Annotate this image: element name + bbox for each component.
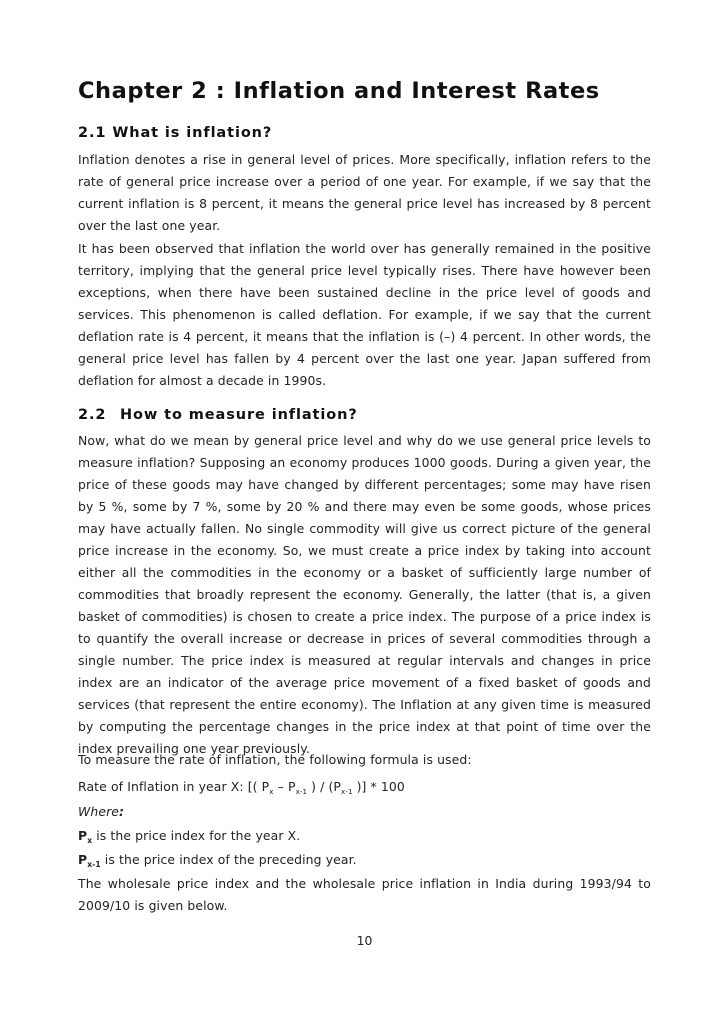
definition-px: [78, 825, 651, 852]
section-2-2-title: How to measure inflation?: [120, 407, 358, 423]
definition-px-1-text: is the price index of the preceding year.: [100, 852, 357, 867]
formula-divide: ) / (P: [307, 779, 342, 794]
paragraph-inflation-definition: Inflation denotes a rise in general level of prices. More specifically, inflation refers to the rate of general price increase over a period of one year. For example, if we say that the current inflation is 8 percent, it means the general price level has increased by 8 percent over the last one year.: [78, 152, 651, 233]
inflation-formula: [78, 776, 651, 803]
paragraph-deflation: It has been observed that inflation the world over has generally remained in the positive territory, implying that the general price level typically rises. There have however been exceptions, when there have been sustained decline in the price level of goods and services. This phenomenon is called deflation. For example, if we say that the current deflation rate is 4 percent, it means that the inflation is (–) 4 percent. In other words, the general price level has fallen by 4 percent over the last one year. Japan suffered from deflation for almost a decade in 1990s.: [78, 241, 651, 388]
definition-px-1: [78, 849, 651, 876]
symbol-sub-x-1: x-1: [87, 860, 101, 869]
formula-sub-x-1: x-1: [295, 788, 308, 796]
symbol-p: P: [78, 828, 88, 843]
where-text: Where: [78, 804, 120, 819]
formula-sub-x: x: [269, 788, 274, 796]
section-2-1-heading: 2.1 What is inflation?: [78, 125, 273, 141]
definition-px-text: is the price index for the year X.: [92, 828, 301, 843]
formula-intro: To measure the rate of inflation, the following formula is used:: [78, 752, 472, 767]
paragraph-wpi-intro: The wholesale price index and the wholesale price inflation in India during 1993/94 to 2009/10 is given below.: [78, 876, 651, 913]
formula-minus: – P: [273, 779, 296, 794]
where-colon: :: [119, 804, 125, 819]
symbol-sub-x: x: [87, 836, 93, 845]
formula-prefix: Rate of Inflation in year X: [( P: [78, 779, 270, 794]
formula-suffix: )] * 100: [352, 779, 405, 794]
section-2-2-heading: [78, 407, 358, 423]
page-number: 10: [356, 933, 373, 948]
chapter-title: Chapter 2 : Inflation and Interest Rates: [78, 78, 600, 104]
symbol-p-prev: P: [78, 852, 88, 867]
formula-sub-x-1-denominator: x-1: [341, 788, 353, 796]
section-2-2-number: 2.2: [78, 407, 107, 423]
paragraph-measure-inflation: Now, what do we mean by general price level and why do we use general price levels to measure inflation? Supposing an economy produces 1000 goods. During a given year, the price of these goods may have changed by different percentages; some may have risen by 5 %, some by 7 %, some by 20 % and there may even be some goods, whose prices may have actually fallen. No single commodity will give us correct picture of the general price increase in the economy. So, we must create a price index by taking into account either all the commodities in the economy or a basket of sufficiently large number of commodities that broadly represent the economy. Generally, the latter (that is, a given basket of commodities) is chosen to create a price index. The purpose of a price index is to quantify the overall increase or decrease in prices of several commodities through a single number. The price index is measured at regular intervals and changes in price index are an indicator of the average price movement of a fixed basket of goods and services (that represent the entire economy). The Inflation at any given time is measured by computing the percentage changes in the price index at that point of time over the index prevailing one year previously.: [78, 433, 651, 756]
where-label: [78, 801, 651, 823]
